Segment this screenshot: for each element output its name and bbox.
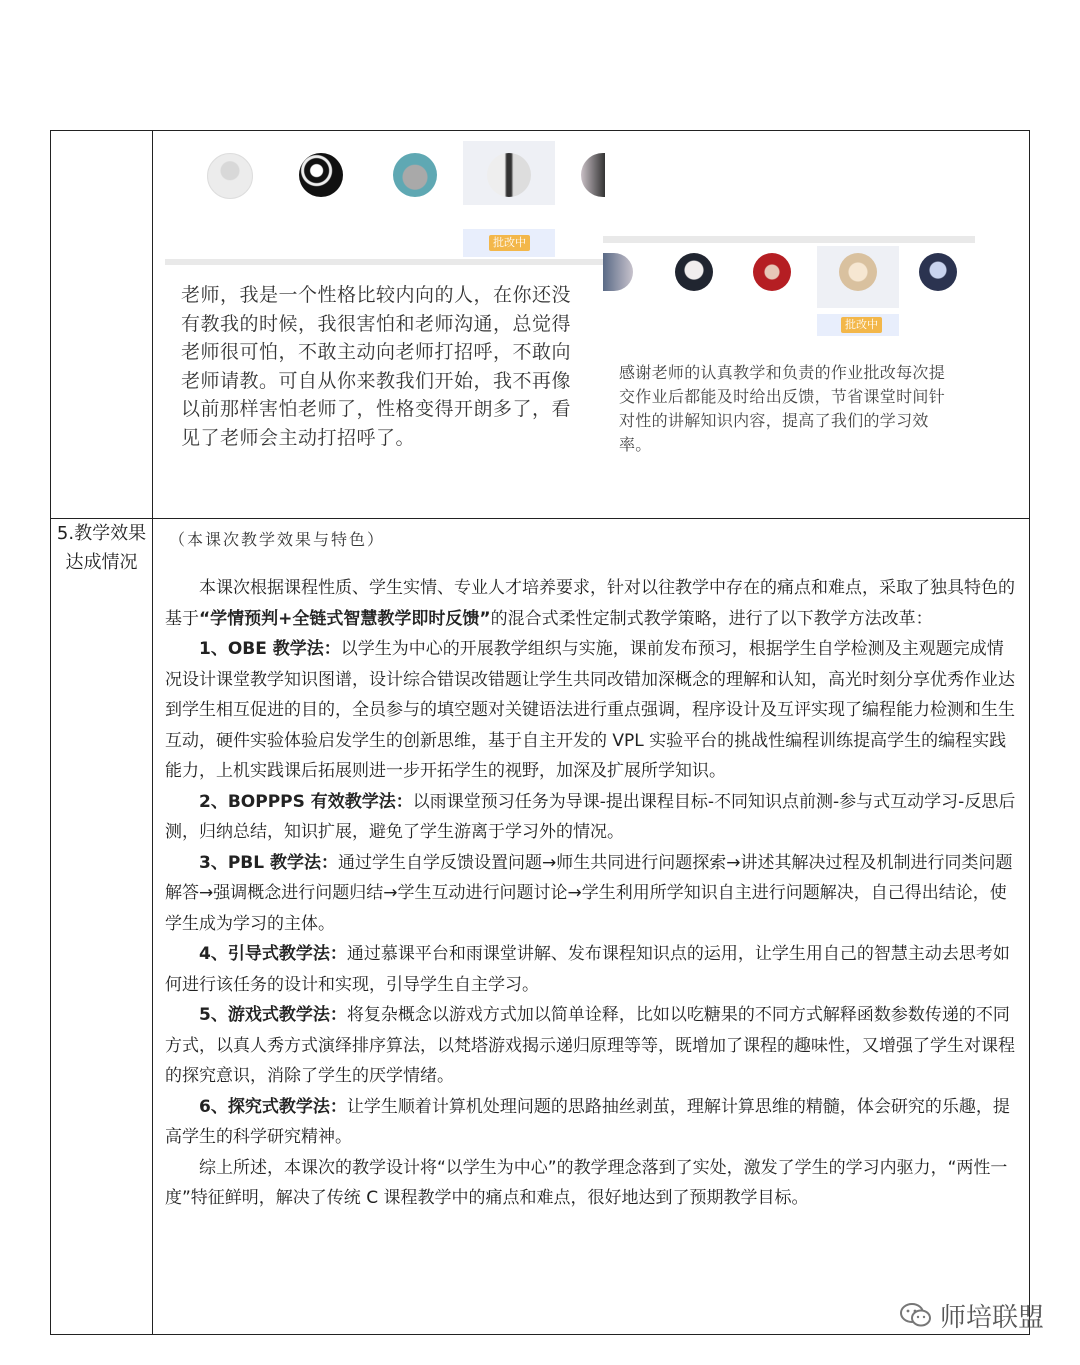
table-row	[51, 519, 1030, 1335]
row-label: 5.教学效果达成情况	[51, 519, 153, 1335]
method-title: 2、BOPPPS 有效教学法：	[199, 791, 413, 812]
method-text: 通过慕课平台和雨课堂讲解、发布课程知识点的运用，让学生用自己的智慧主动去思考如何进行该任务的设计和实现，引导学生自主学习。	[165, 944, 1010, 995]
row-label-empty	[51, 131, 153, 519]
status-badge: 批改中	[489, 235, 530, 251]
student-comment-2: 感谢老师的认真教学和负责的作业批改每次提交作业后都能及时给出反馈，节省课堂时间针对性的讲解知识内容，提高了我们的学习效率。	[619, 363, 946, 454]
wechat-icon	[900, 1303, 932, 1329]
method-paragraph	[165, 939, 1019, 1000]
method-paragraph	[165, 848, 1019, 940]
method-paragraph	[165, 787, 1019, 848]
avatar	[603, 253, 633, 291]
evaluation-table	[50, 130, 1030, 1335]
watermark	[900, 1297, 1044, 1334]
avatar	[393, 153, 437, 197]
avatar	[675, 253, 713, 291]
method-title: 4、引导式教学法：	[199, 944, 347, 964]
teaching-effect-cell	[153, 519, 1030, 1335]
method-title: 3、PBL 教学法：	[199, 852, 338, 873]
method-paragraph	[165, 1000, 1019, 1092]
conclusion-paragraph: 综上所述，本课次的教学设计将“以学生为中心”的教学理念落到了实处，激发了学生的学习内驱力，“两性一度”特征鲜明，解决了传统 C 课程教学中的痛点和难点，很好地达到了预期教学目标。	[165, 1157, 1008, 1208]
intro-paragraph	[165, 573, 1019, 634]
avatar	[299, 153, 343, 197]
method-text: 以雨课堂预习任务为导课-提出课程目标-不同知识点前测-参与式互动学习-反思后测，归纳总结，知识扩展，避免了学生游离于学习外的情况。	[165, 791, 1016, 842]
student-feedback-screenshot-2	[603, 236, 975, 491]
table-row	[51, 131, 1030, 519]
student-feedback-screenshot-1	[165, 131, 605, 501]
status-badge: 批改中	[841, 317, 882, 333]
intro-text-end: 的混合式柔性定制式教学策略，进行了以下教学方法改革：	[490, 608, 933, 629]
avatar	[487, 153, 531, 197]
feedback-screenshots-cell	[153, 131, 1030, 519]
method-title: 1、OBE 教学法：	[199, 639, 341, 659]
method-paragraph	[165, 1092, 1019, 1153]
avatar	[919, 253, 957, 291]
watermark-text: 师培联盟	[939, 1303, 1044, 1333]
method-title: 6、探究式教学法：	[199, 1096, 347, 1117]
method-text: 将复杂概念以游戏方式加以简单诠释，比如以吃糖果的不同方式解释函数参数传递的不同方式，以真人秀方式演绎排序算法，以梵塔游戏揭示递归原理等等，既增加了课程的趣味性，又增强了学生对课程的探究意识，消除了学生的厌学情绪。	[165, 1005, 1015, 1086]
avatar	[753, 253, 791, 291]
method-text: 以学生为中心的开展教学组织与实施，课前发布预习，根据学生自学检测及主观题完成情况设计课堂教学知识图谱，设计综合错误改错题让学生共同改错加深概念的理解和认知，高光时刻分享优秀作业达到学生相互促进的目的，全员参与的填空题对关键语法进行重点强调，程序设计及互评实现了编程能力检测和生生互动，硬件实验体验启发学生的创新思维，基于自主开发的 VPL 实验平台的挑战性编程训练提高学生的编程实践能力，上机实践课后拓展则进一步开拓学生的视野，加深及扩展所学知识。	[165, 639, 1015, 781]
student-comment-1: 老师，我是一个性格比较内向的人，在你还没有教我的时候，我很害怕和老师沟通，总觉得老师很可怕，不敢主动向老师打招呼，不敢向老师请教。可自从你来教我们开始，我不再像以前那样害怕老师了，性格变得开朗多了，看见了老师会主动打招呼了。	[181, 284, 572, 449]
intro-text: 本课次根据课程性质、学生实情、专业人才培养要求，针对以往教学中存在的痛点和难点，采取了独具特色的基于	[165, 578, 1015, 629]
avatar	[839, 253, 877, 291]
avatar	[581, 153, 605, 197]
method-title: 5、游戏式教学法：	[199, 1005, 347, 1025]
divider	[603, 236, 975, 243]
method-text: 通过学生自学反馈设置问题→师生共同进行问题探索→讲述其解决过程及机制进行同类问题解答→强调概念进行问题归结→学生互动进行问题讨论→学生利用所学知识自主进行问题解决，自己得出结论，使学生成为学习的主体。	[165, 852, 1013, 934]
avatar	[207, 153, 253, 199]
section-subtitle: （本课次教学效果与特色）	[169, 530, 386, 549]
method-text: 让学生顺着计算机处理问题的思路抽丝剥茧，理解计算思维的精髓，体会研究的乐趣，提高学生的科学研究精神。	[165, 1096, 1010, 1147]
divider	[165, 259, 605, 265]
method-paragraph	[165, 634, 1019, 787]
intro-bold-text: “学情预判+全链式智慧教学即时反馈”	[199, 608, 491, 629]
